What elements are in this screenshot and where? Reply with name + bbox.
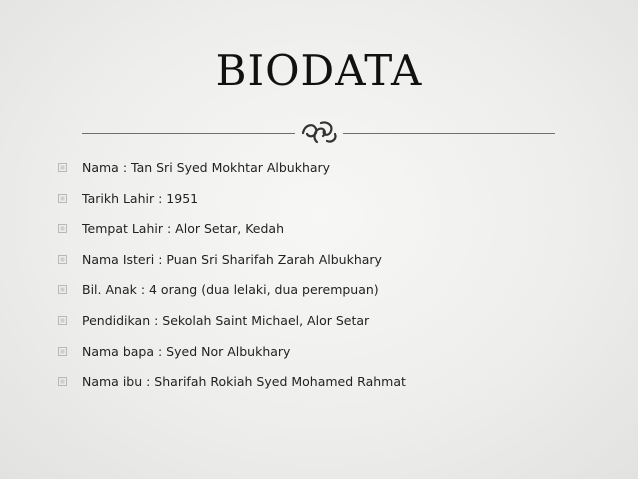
- bullet-item: [0, 282, 638, 302]
- bullet-item: [0, 252, 638, 272]
- square-bullet-icon: [58, 347, 67, 356]
- bullet-text: Nama : Tan Sri Syed Mokhtar Albukhary: [82, 160, 331, 175]
- square-bullet-icon: [58, 285, 67, 294]
- bullet-item: [0, 221, 638, 241]
- bullet-item: [0, 191, 638, 211]
- bullet-text: Tempat Lahir : Alor Setar, Kedah: [82, 221, 285, 237]
- flourish-icon: [297, 117, 341, 147]
- square-bullet-icon: [58, 255, 67, 264]
- bullet-item: [0, 374, 638, 394]
- square-bullet-icon: [58, 224, 67, 233]
- square-bullet-icon: [58, 194, 67, 203]
- bullet-text: Nama ibu : Sharifah Rokiah Syed Mohamed Rahmat: [82, 374, 406, 390]
- bullet-item: [0, 160, 638, 180]
- bullet-text: Tarikh Lahir : 1951: [82, 190, 199, 206]
- bullet-text: Nama Isteri : Puan Sri Sharifah Zarah Albukhary: [82, 251, 382, 267]
- bullet-text: Nama bapa : Syed Nor Albukhary: [82, 343, 291, 359]
- slide-title: BIODATA: [215, 46, 423, 95]
- title-divider-left: [82, 133, 295, 134]
- bullet-text: Pendidikan : Sekolah Saint Michael, Alor Setar: [82, 313, 370, 328]
- bullet-text: Bil. Anak : 4 orang (dua lelaki, dua perempuan): [82, 282, 379, 298]
- square-bullet-icon: [58, 316, 67, 325]
- bullet-item: [0, 344, 638, 364]
- title-divider-right: [343, 133, 555, 134]
- square-bullet-icon: [58, 163, 67, 172]
- square-bullet-icon: [58, 377, 67, 386]
- bullet-item: [0, 313, 638, 333]
